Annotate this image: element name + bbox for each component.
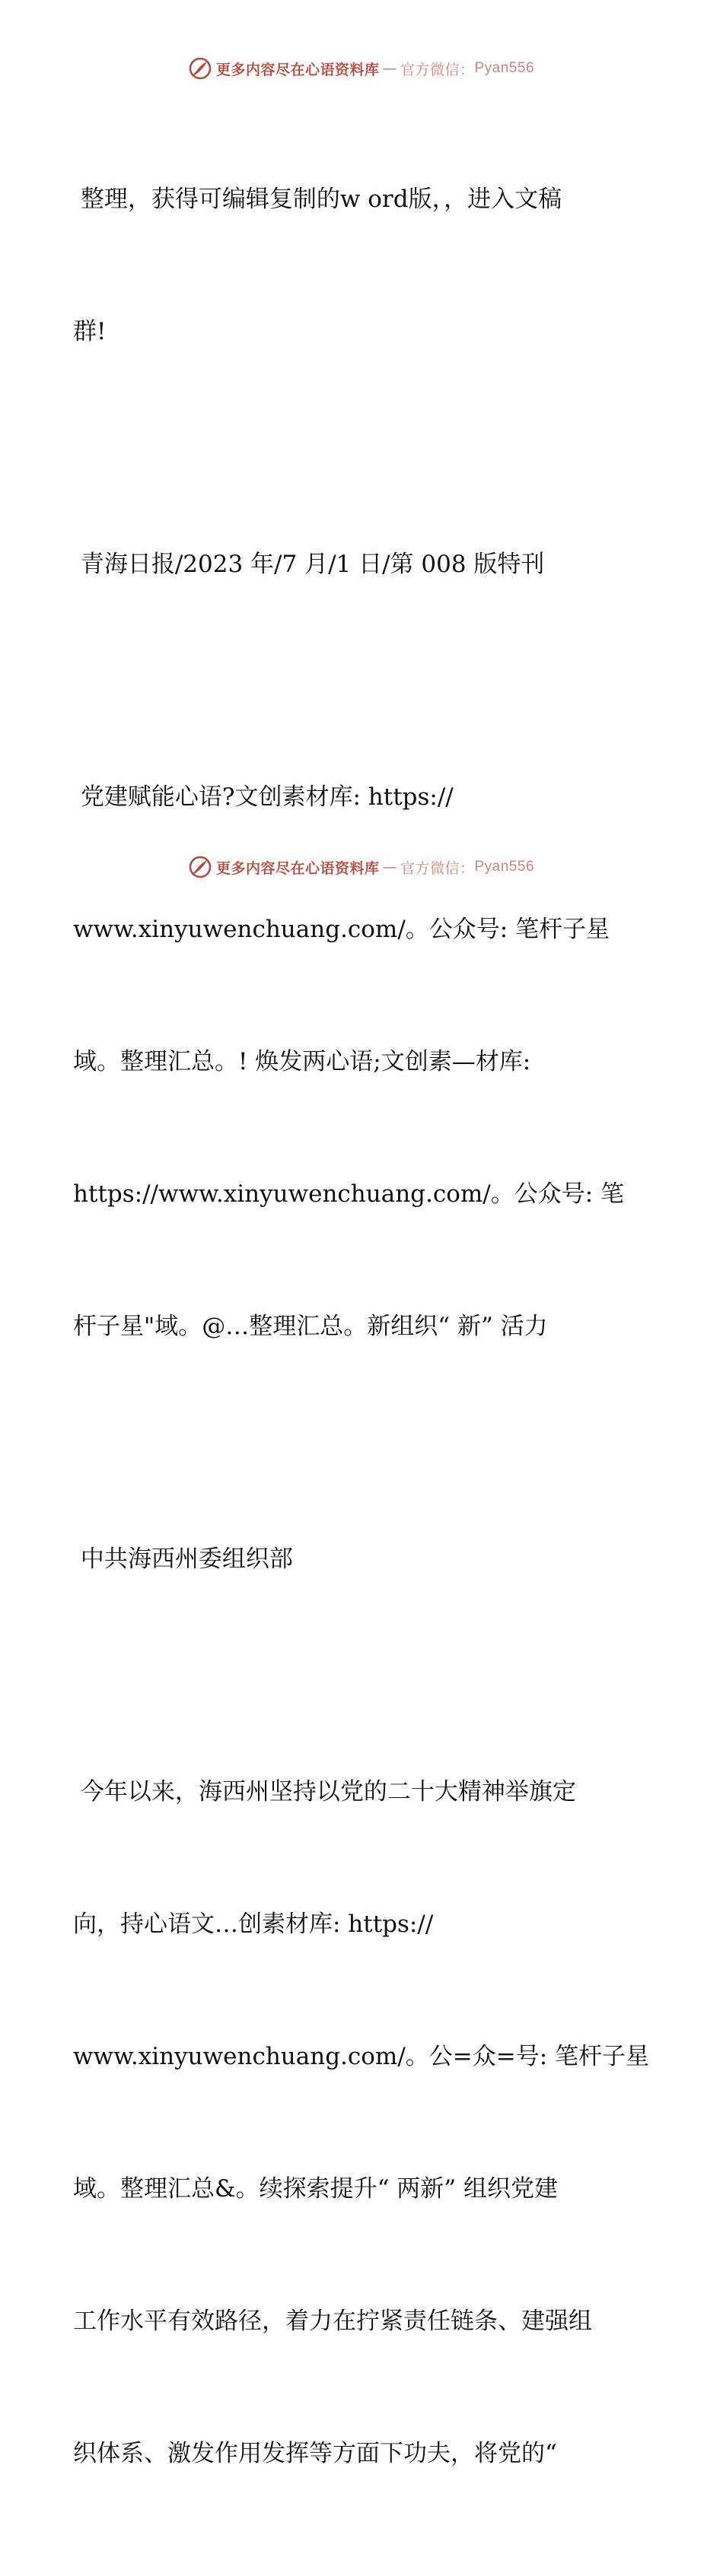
watermark-footer [0,852,723,882]
text-line: 域。整理汇总&。续探索提升“ 两新” 组织党建 [73,2175,558,2203]
paragraph-author [73,1449,651,1669]
paragraph-source [73,454,651,675]
text-line: 党建赋能心语?文创素材库: https:// [73,783,454,811]
paragraph-intro [73,89,651,442]
text-line: 青海日报/2023 年/7 月/1 日/第 008 版特刊 [73,551,545,578]
watermark-dash: — [382,859,397,875]
paragraph-title [73,687,651,1437]
watermark-label: 官方微信： [400,61,475,78]
watermark-handle: Pyan556 [474,859,535,875]
paragraph-body [73,1682,651,2564]
watermark-dash: — [382,60,397,77]
text-line: 整理，获得可编辑复制的w ord版，，进入文稿 [73,186,562,213]
text-line: 工作水平有效路径，着力在拧紧责任链条、建强组 [73,2308,592,2335]
watermark-text: 更多内容尽在心语资料库 [215,61,380,78]
text-line: 群! [73,318,107,345]
document-body [73,89,651,2576]
watermark-header [0,53,723,84]
text-line: 域。整理汇总。! 焕发两心语;文创素—材库: [73,1048,531,1075]
watermark-text: 更多内容尽在心语资料库 [215,859,380,877]
watermark-label: 官方微信： [400,859,475,877]
text-line: 向，持心语文…创素材库: https:// [73,1911,434,1938]
text-line: 今年以来，海西州坚持以党的二十大精神举旗定 [73,1778,576,1806]
watermark-handle: Pyan556 [474,60,535,76]
text-line: https://www.xinyuwenchuang.com/。公众号: 笔 [73,1180,625,1208]
text-line: 杆子星"域。@…整理汇总。新组织“ 新” 活力 [73,1313,548,1340]
quill-logo-icon [189,856,212,878]
text-line: 织体系、激发作用发挥等方面下功夫，将党的“ [73,2440,557,2467]
text-line: www.xinyuwenchuang.com/。公=众=号: 笔杆子星 [73,2043,650,2070]
text-line: 中共海西州委组织部 [73,1545,293,1573]
text-line: www.xinyuwenchuang.com/。公众号: 笔杆子星 [73,916,610,943]
quill-logo-icon [189,57,212,80]
